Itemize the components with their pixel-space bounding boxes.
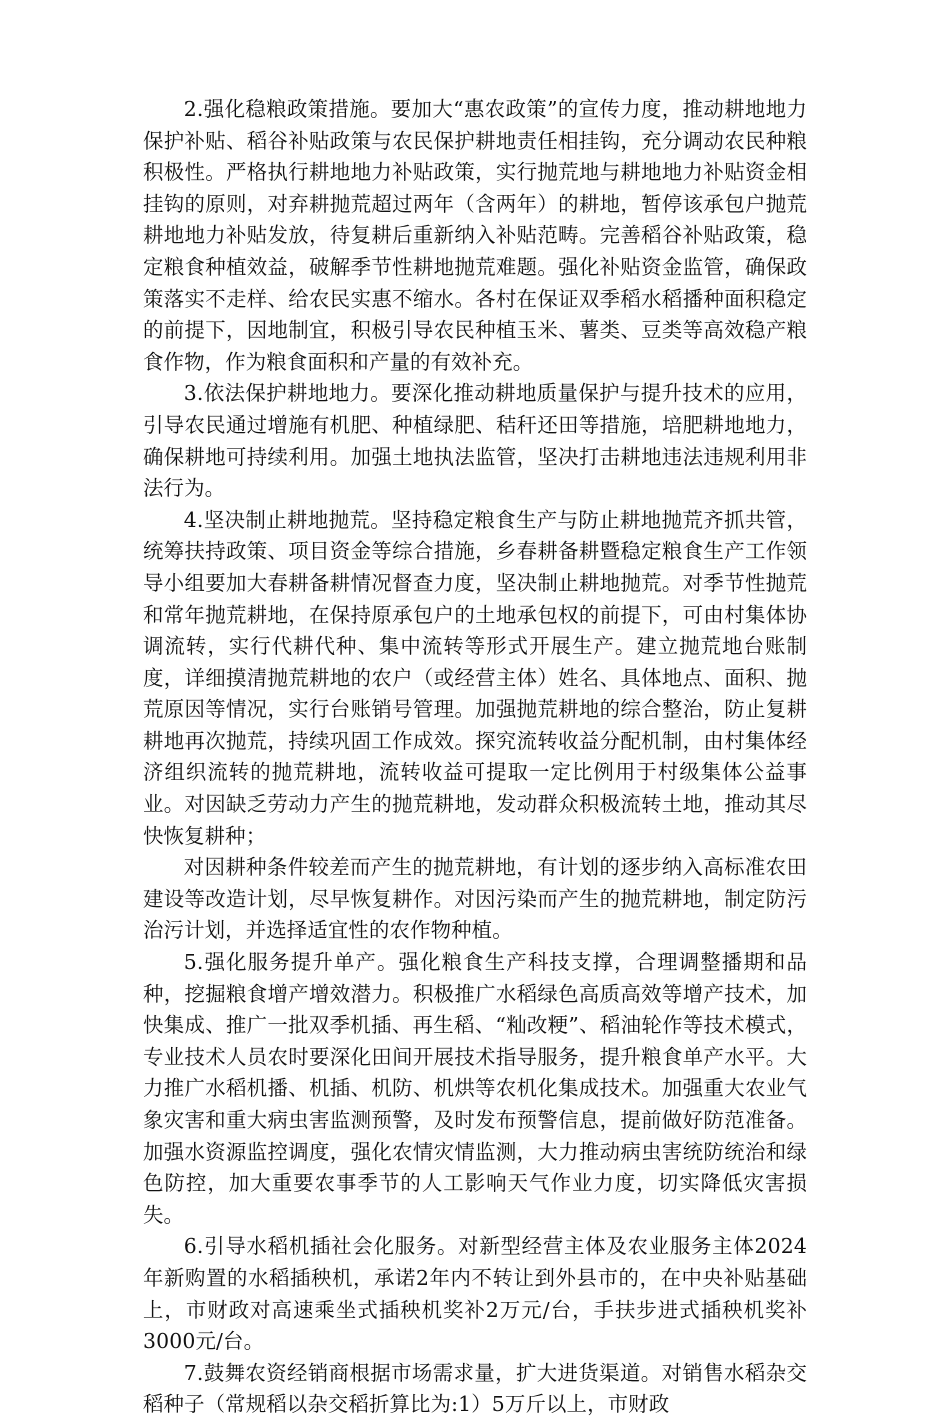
paragraph-farmland-fertility: 3.依法保护耕地地力。要深化推动耕地质量保护与提升技术的应用，引导农民通过增施有机肥、种植绿肥、秸秆还田等措施，培肥耕地地力，确保耕地可持续利用。加强土地执法监管，坚决打击耕地违法违规利用非法行为。 <box>143 381 807 501</box>
paragraph-dealers: 7.鼓舞农资经销商根据市场需求量，扩大进货渠道。对销售水稻杂交稻种子（常规稻以杂交稻折算比为:1）5万斤以上，市财政 <box>143 1360 807 1417</box>
paragraph-service-yield: 5.强化服务提升单产。强化粮食生产科技支撑，合理调整播期和品种，挖掘粮食增产增效潜力。积极推广水稻绿色高质高效等增产技术，加快集成、推广一批双季机插、再生稻、“籼改粳”、稻油轮作等技术模式，专业技术人员农时要深化田间开展技术指导服务，提升粮食单产水平。大力推广水稻机播、机插、机防、机烘等农机化集成技术。加强重大农业气象灾害和重大病虫害监测预警，及时发布预警信息，提前做好防范准备。加强水资源监控调度，强化农情灾情监测，大力推动病虫害统防统治和绿色防控，加大重要农事季节的人工影响天气作业力度，切实降低灾害损失。 <box>143 950 807 1227</box>
paragraph-stop-abandonment: 4.坚决制止耕地抛荒。坚持稳定粮食生产与防止耕地抛荒齐抓共管，统筹扶持政策、项目资金等综合措施，乡春耕备耕暨稳定粮食生产工作领导小组要加大春耕备耕情况督查力度，坚决制止耕地抛荒。对季节性抛荒和常年抛荒耕地，在保持原承包户的土地承包权的前提下，可由村集体协调流转，实行代耕代种、集中流转等形式开展生产。建立抛荒地台账制度，详细摸清抛荒耕地的农户（或经营主体）姓名、具体地点、面积、抛荒原因等情况，实行台账销号管理。加强抛荒耕地的综合整治，防止复耕耕地再次抛荒，持续巩固工作成效。探究流转收益分配机制，由村集体经济组织流转的抛荒耕地，流转收益可提取一定比例用于村级集体公益事业。对因缺乏劳动力产生的抛荒耕地，发动群众积极流转土地，推动其尽快恢复耕种； <box>143 507 807 848</box>
paragraph-poor-conditions: 对因耕种条件较差而产生的抛荒耕地，有计划的逐步纳入高标准农田建设等改造计划，尽早恢复耕作。对因污染而产生的抛荒耕地，制定防污治污计划，并选择适宜性的农作物种植。 <box>143 855 807 943</box>
paragraph-policy-measures: 2.强化稳粮政策措施。要加大“惠农政策”的宣传力度，推动耕地地力保护补贴、稻谷补贴政策与农民保护耕地责任相挂钩，充分调动农民种粮积极性。严格执行耕地地力补贴政策，实行抛荒地与耕地地力补贴资金相挂钩的原则，对弃耕抛荒超过两年（含两年）的耕地，暂停该承包户抛荒耕地地力补贴发放，待复耕后重新纳入补贴范畴。完善稻谷补贴政策，稳定粮食种植效益，破解季节性耕地抛荒难题。强化补贴资金监管，确保政策落实不走样、给农民实惠不缩水。各村在保证双季稻水稻播种面积稳定的前提下，因地制宜，积极引导农民种植玉米、薯类、豆类等高效稳产粮食作物，作为粮食面积和产量的有效补充。 <box>143 97 807 374</box>
paragraph-rice-transplanting: 6.引导水稻机插社会化服务。对新型经营主体及农业服务主体2024年新购置的水稻插秧机，承诺2年内不转让到外县市的，在中央补贴基础上，市财政对高速乘坐式插秧机奖补2万元/台，手扶步进式插秧机奖补3000元/台。 <box>143 1234 807 1354</box>
document-body <box>143 94 807 1421</box>
